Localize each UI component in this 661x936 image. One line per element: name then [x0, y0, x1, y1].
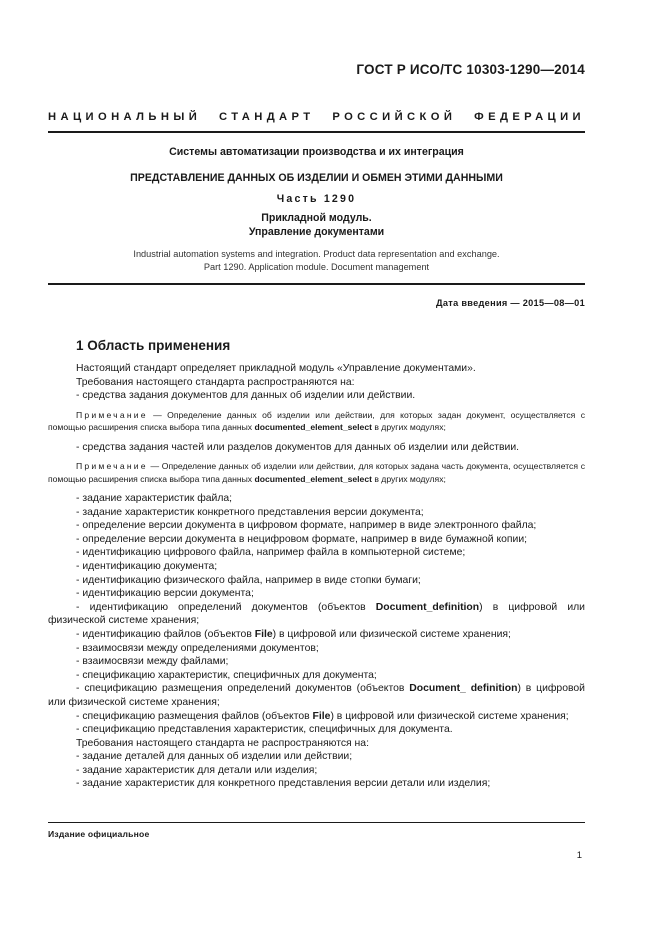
list-item: - взаимосвязи между определениями документов;	[76, 642, 319, 654]
list-item: - средства задания документов для данных об изделии или действии.	[76, 390, 416, 402]
series-title: Системы автоматизации производства и их интеграция	[169, 146, 464, 158]
list-item: - определение версии документа в цифровом формате, например в виде электронного файла;	[76, 520, 537, 532]
keyword: documented_element_select	[254, 473, 372, 484]
paragraph: Требования настоящего стандарта распространяются на:	[76, 376, 355, 388]
introduction-date: Дата введения — 2015—08—01	[436, 298, 585, 308]
note: Примечание — Определение данных об изделии или действии, для которых задан документ, осуществляется с помощью расширения списка выбора типа данных documented_element_select в других модулях;	[48, 409, 585, 433]
list-item: - задание характеристик для конкретного представления версии детали или изделия;	[76, 778, 491, 790]
english-title-line-2: Part 1290. Application module. Document management	[203, 261, 430, 272]
keyword: File	[254, 628, 273, 640]
list-item: - задание характеристик файла;	[76, 493, 233, 504]
list-item: - спецификацию размещения определений документов (объектов Document_ definition) в цифровой или физической системе хранения;	[48, 683, 585, 708]
list-item: - идентификацию файлов (объектов File) в цифровой или физической системе хранения;	[76, 628, 511, 640]
english-title	[48, 248, 585, 273]
note-label: Примечание	[76, 461, 148, 472]
english-title-line-1: Industrial automation systems and integration. Product data representation and exchange.	[133, 249, 500, 259]
document-code: ГОСТ Р ИСО/ТС 10303-1290—2014	[356, 62, 585, 77]
module-title-line-2: Управление документами	[248, 226, 385, 238]
page-number: 1	[576, 850, 582, 861]
keyword: Document_ definition	[409, 683, 518, 695]
keyword: File	[312, 710, 331, 722]
header-divider	[48, 131, 585, 133]
list-item: - средства задания частей или разделов документов для данных об изделии или действии.	[76, 441, 520, 453]
list-item: - идентификацию цифрового файла, например файла в компьютерной системе;	[76, 547, 466, 559]
list-item: - определение версии документа в нецифровом формате, например в виде бумажной копии;	[76, 533, 528, 545]
edition-label: Издание официальное	[48, 829, 150, 839]
list-item: - спецификацию размещения файлов (объектов File) в цифровой или физической системе хранения;	[76, 710, 569, 722]
title-divider	[48, 283, 585, 285]
section-heading: 1 Область применения	[76, 338, 231, 353]
list-item: - задание характеристик конкретного представления версии документа;	[76, 506, 424, 518]
note-label: Примечание	[76, 409, 148, 420]
paragraph: Настоящий стандарт определяет прикладной модуль «Управление документами».	[76, 363, 476, 374]
list-item: - идентификацию версии документа;	[76, 588, 254, 600]
list-item: - идентификацию физического файла, например в виде стопки бумаги;	[76, 574, 421, 586]
list-item: - идентификацию документа;	[76, 560, 218, 572]
footer-divider	[48, 822, 585, 823]
main-title: ПРЕДСТАВЛЕНИЕ ДАННЫХ ОБ ИЗДЕЛИИ И ОБМЕН ЭТИМИ ДАННЫМИ	[130, 172, 503, 184]
keyword: documented_element_select	[254, 422, 372, 433]
body-text	[48, 362, 585, 791]
note: Примечание — Определение данных об изделии или действии, для которых задана часть документа, осуществляется с помощью расширения списка выбора типа данных documented_element_select в других модулях;	[48, 461, 585, 484]
paragraph: Требования настоящего стандарта не распространяются на:	[76, 737, 369, 749]
national-standard-banner: НАЦИОНАЛЬНЫЙ СТАНДАРТ РОССИЙСКОЙ ФЕДЕРАЦИИ	[48, 111, 585, 123]
list-item: - взаимосвязи между файлами;	[76, 656, 229, 668]
list-item: - задание характеристик для детали или изделия;	[76, 764, 318, 776]
module-title-line-1: Прикладной модуль.	[261, 212, 372, 224]
list-item: - спецификацию представления характеристик, специфичных для документа.	[76, 724, 453, 736]
part-number: Часть 1290	[276, 193, 357, 205]
module-title	[48, 211, 585, 239]
list-item: - спецификацию характеристик, специфичных для документа;	[76, 669, 377, 681]
list-item: - задание деталей для данных об изделии или действии;	[76, 751, 353, 763]
keyword: Document_definition	[375, 601, 480, 613]
list-item: - идентификацию определений документов (объектов Document_definition) в цифровой или физической системе хранения;	[48, 601, 585, 627]
